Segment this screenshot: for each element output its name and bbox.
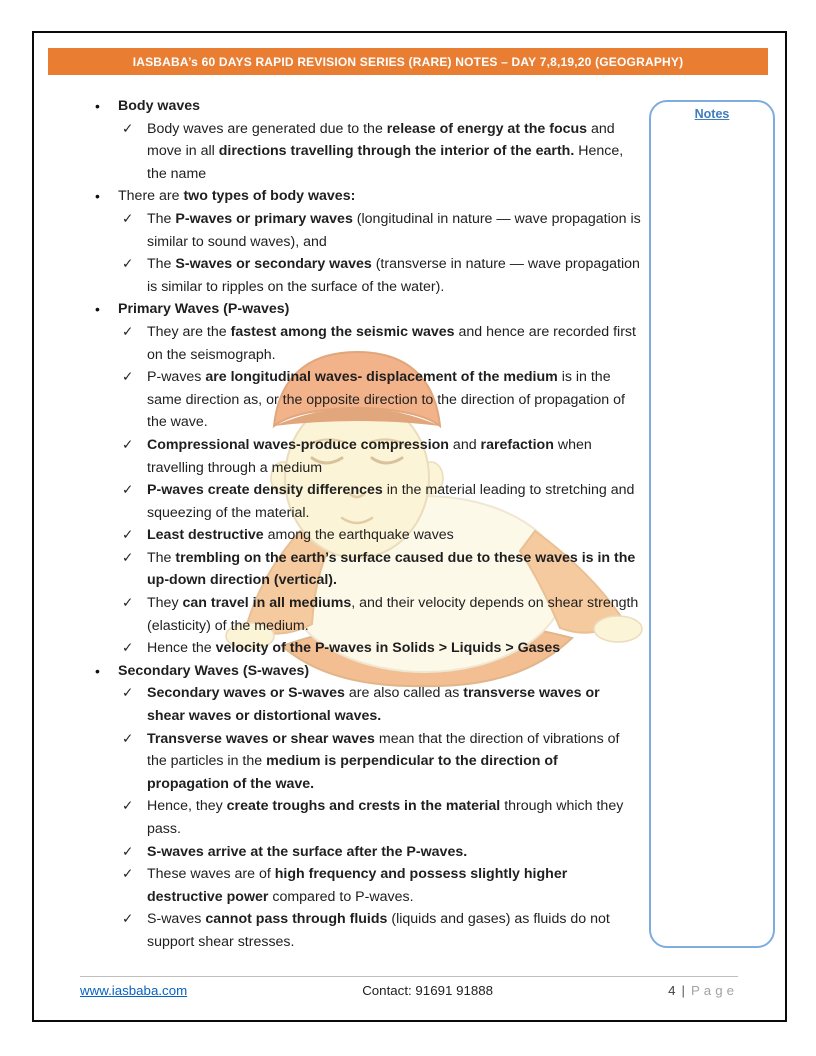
- list-item: [95, 479, 641, 524]
- checkmark-icon: ✓: [122, 595, 134, 611]
- page-number: 4: [668, 983, 676, 998]
- text-segment: There are: [118, 188, 184, 205]
- text-segment: Secondary waves or S-waves: [147, 685, 345, 702]
- list-item: [95, 366, 641, 434]
- list-item-text: [118, 185, 641, 208]
- text-segment: Secondary Waves (S-waves): [118, 662, 310, 679]
- list-item: [95, 185, 641, 208]
- text-segment: are longitudinal waves- displacement of the medium: [205, 369, 558, 386]
- list-item-text: [147, 321, 641, 366]
- text-segment: trembling on the earth’s surface caused due to these waves is in the up-down direction (vertical).: [147, 549, 636, 589]
- text-segment: fastest among the seismic waves: [230, 323, 455, 340]
- text-segment: The: [147, 210, 176, 227]
- text-segment: are also called as: [344, 685, 464, 702]
- list-item: [95, 253, 641, 298]
- checkmark-icon: ✓: [122, 798, 134, 814]
- list-item: [95, 592, 641, 637]
- text-segment: Primary Waves (P-waves): [118, 301, 290, 318]
- text-segment: medium is perpendicular to the direction of propagation of the wave.: [147, 753, 558, 792]
- list-item-text: [147, 795, 641, 840]
- text-segment: Hence, the name: [147, 143, 624, 182]
- notes-panel-title: Notes: [694, 107, 730, 121]
- list-item: [95, 863, 641, 908]
- list-item-text: [147, 524, 641, 547]
- text-segment: transverse waves or shear waves or distortional waves.: [147, 685, 600, 725]
- text-segment: rarefaction: [480, 436, 554, 453]
- text-segment: through which they pass.: [147, 798, 624, 837]
- list-item-text: [147, 547, 641, 592]
- text-segment: (liquids and gases) as fluids do not support shear stresses.: [147, 911, 610, 950]
- list-item-text: [118, 95, 641, 118]
- text-segment: These waves are of: [147, 866, 275, 883]
- list-item-text: [147, 479, 641, 524]
- header-banner: [48, 48, 768, 75]
- list-item: [95, 637, 641, 660]
- checkmark-icon: ✓: [122, 369, 134, 385]
- text-segment: in the material leading to stretching and squeezing of the material.: [147, 482, 635, 521]
- text-segment: compared to P-waves.: [268, 888, 414, 905]
- text-segment: cannot pass through fluids: [205, 911, 388, 928]
- page-title: IASBABA’s 60 DAYS RAPID REVISION SERIES (RARE) NOTES – DAY 7,8,19,20 (GEOGRAPHY): [132, 54, 684, 69]
- text-segment: when travelling through a medium: [147, 436, 592, 476]
- checkmark-icon: ✓: [122, 640, 134, 656]
- text-segment: The: [147, 256, 176, 273]
- list-item: [95, 208, 641, 253]
- text-segment: Hence, they: [147, 798, 227, 815]
- text-segment: Compressional waves-produce compression: [147, 436, 449, 453]
- checkmark-icon: ✓: [122, 911, 134, 927]
- list-item-text: [147, 253, 641, 298]
- text-segment: They are the: [147, 323, 231, 340]
- bullet-icon: •: [95, 188, 100, 205]
- text-segment: high frequency and possess slightly higher destructive power: [147, 866, 568, 905]
- bullet-icon: •: [95, 662, 100, 679]
- text-segment: Body waves are generated due to the: [147, 120, 387, 137]
- text-segment: and move in all: [147, 120, 615, 160]
- text-segment: , and their velocity depends on shear strength (elasticity) of the medium.: [147, 595, 639, 634]
- bullet-icon: •: [95, 98, 100, 114]
- bullet-icon: •: [95, 301, 100, 318]
- text-segment: S-waves: [147, 911, 206, 928]
- list-item: [95, 795, 641, 840]
- list-item-text: [147, 841, 641, 864]
- text-segment: and hence are recorded first on the seismograph.: [147, 323, 636, 363]
- list-item: [95, 321, 641, 366]
- checkmark-icon: ✓: [122, 436, 134, 452]
- page-indicator: [668, 983, 738, 998]
- text-segment: release of energy at the focus: [386, 120, 588, 137]
- text-segment: among the earthquake waves: [263, 527, 454, 544]
- checkmark-icon: ✓: [122, 730, 134, 746]
- list-item: [95, 660, 641, 683]
- list-item-text: [147, 434, 641, 479]
- list-item-text: [147, 863, 641, 908]
- text-segment: velocity of the P-waves in Solids > Liquids > Gases: [215, 640, 561, 657]
- list-item: [95, 298, 641, 321]
- checkmark-icon: ✓: [122, 527, 134, 543]
- list-item-text: [147, 592, 641, 637]
- list-item-text: [147, 682, 641, 727]
- text-segment: create troughs and crests in the material: [226, 798, 501, 815]
- notes-panel: [649, 100, 775, 948]
- text-segment: Least destructive: [147, 527, 264, 544]
- list-item: [95, 841, 641, 864]
- list-item-text: [147, 118, 641, 186]
- list-item: [95, 118, 641, 186]
- text-segment: P-waves: [147, 369, 206, 386]
- text-segment: Hence the: [147, 640, 216, 657]
- text-segment: P-waves create density differences: [147, 482, 383, 499]
- text-segment: The: [147, 549, 176, 566]
- checkmark-icon: ✓: [122, 549, 134, 565]
- list-item: [95, 434, 641, 479]
- checkmark-icon: ✓: [122, 843, 134, 859]
- website-link[interactable]: www.iasbaba.com: [80, 983, 188, 998]
- text-segment: They: [147, 595, 183, 612]
- checkmark-icon: ✓: [122, 120, 134, 136]
- list-item: [95, 547, 641, 592]
- content-list: [95, 95, 641, 954]
- text-segment: P-waves or primary waves: [175, 210, 353, 227]
- list-item-text: [147, 908, 641, 953]
- list-item-text: [147, 366, 641, 434]
- checkmark-icon: ✓: [122, 210, 134, 226]
- list-item: [95, 682, 641, 727]
- list-item-text: [118, 298, 641, 321]
- text-segment: mean that the direction of vibrations of the particles in the: [147, 730, 620, 770]
- list-item: [95, 95, 641, 118]
- text-segment: can travel in all mediums: [182, 595, 352, 612]
- checkmark-icon: ✓: [122, 482, 134, 498]
- text-segment: Transverse waves or shear waves: [147, 730, 375, 747]
- page-separator: |: [681, 983, 685, 998]
- list-item-text: [147, 728, 641, 796]
- list-item-text: [118, 660, 641, 683]
- text-segment: S-waves arrive at the surface after the P-waves.: [147, 843, 468, 860]
- checkmark-icon: ✓: [122, 323, 134, 339]
- footer: [80, 976, 738, 998]
- contact-text: Contact: 91691 91888: [362, 983, 494, 998]
- text-segment: is in the same direction as, or the opposite direction to the direction of propagation of the wave.: [147, 369, 625, 431]
- checkmark-icon: ✓: [122, 256, 134, 272]
- list-item-text: [147, 637, 641, 660]
- list-item-text: [147, 208, 641, 253]
- list-item: [95, 524, 641, 547]
- checkmark-icon: ✓: [122, 866, 134, 882]
- page-label: Page: [690, 983, 738, 998]
- text-segment: and: [448, 436, 481, 453]
- text-segment: directions travelling through the interior of the earth.: [218, 143, 575, 160]
- list-item: [95, 728, 641, 796]
- text-segment: Body waves: [118, 98, 201, 114]
- text-segment: (transverse in nature — wave propagation is similar to ripples on the surface of the water).: [147, 256, 640, 295]
- text-segment: (longitudinal in nature — wave propagation is similar to sound waves), and: [147, 210, 641, 250]
- text-segment: two types of body waves:: [183, 188, 356, 205]
- text-segment: S-waves or secondary waves: [175, 256, 372, 273]
- list-item: [95, 908, 641, 953]
- checkmark-icon: ✓: [122, 685, 134, 701]
